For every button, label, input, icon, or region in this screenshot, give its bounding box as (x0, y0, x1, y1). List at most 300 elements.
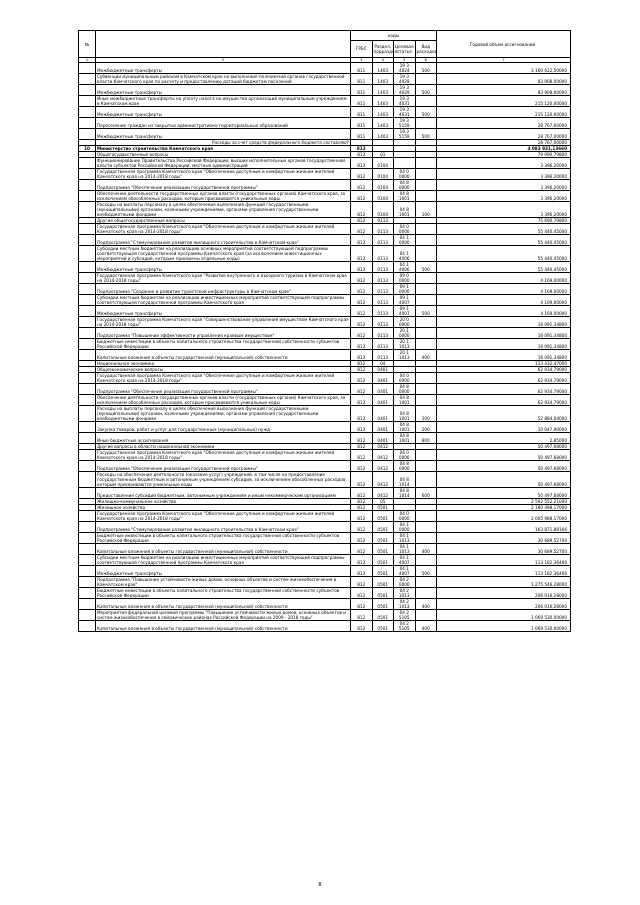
header-vr: Вид расходов (415, 40, 437, 57)
row-num (79, 306, 96, 317)
table-row (79, 533, 571, 544)
row-grbs: 811 (351, 96, 373, 107)
row-grbs: 812 (351, 169, 373, 180)
row-sum: 3 396,20000 (437, 191, 571, 202)
row-name: Государственная программа Камчатского края "Совершенствование управления имуществом Камчатского края на 2014-2018 годы" (97, 317, 349, 327)
row-cs: 04 1 1013 (394, 544, 416, 555)
row-sum: 2 180 498,17000 (437, 505, 571, 511)
row-razdel: 0104 (372, 180, 394, 191)
table-row (79, 588, 571, 599)
row-num (79, 472, 96, 488)
row-num (79, 533, 96, 544)
row-sum: 16 091,34800 (437, 328, 571, 339)
row-cs: 04 0 0000 (394, 169, 416, 180)
row-vr (415, 169, 437, 180)
row-num (79, 129, 96, 140)
table-row (79, 246, 571, 262)
row-grbs: 812 (351, 328, 373, 339)
table-row (79, 350, 571, 361)
table-row (79, 96, 571, 107)
row-grbs: 811 (351, 118, 373, 129)
row-num (79, 461, 96, 472)
row-grbs: 812 (351, 202, 373, 218)
row-vr: 800 (415, 433, 437, 444)
row-vr: 400 (415, 350, 437, 361)
row-grbs: 812 (351, 488, 373, 499)
row-num (79, 63, 96, 74)
row-name: Государственная программа Камчатского края "Обеспечение доступным и комфортным жильем жителей Камчатского края на 2014-2018 годы" (96, 169, 351, 180)
table-row (79, 224, 571, 235)
row-vr (415, 384, 437, 395)
row-vr (415, 191, 437, 202)
row-razdel: 0401 (372, 384, 394, 395)
idx-4: 4 (372, 58, 394, 63)
row-name: Бюджетные инвестиции в объекты капитального строительства государственной собственности субъектов Российской Федерации (96, 339, 351, 350)
row-sum: 83 908,00000 (437, 85, 571, 96)
row-vr: 100 (415, 406, 437, 422)
row-cs: 04 2 5105 (394, 610, 416, 621)
row-cs: 20 1 0000 (394, 328, 416, 339)
row-name: Расходы на выплаты персоналу в целях обеспечения выполнения функций государственными (муниципальными) органами, казенными учреждениями, органами управления государственными внебюджетными фондами (96, 202, 351, 218)
row-razdel: 0113 (372, 284, 394, 295)
row-name: Капитальные вложения в объекты государственной (муниципальной) собственности (96, 350, 351, 361)
row-razdel: 0501 (372, 621, 394, 632)
row-vr (415, 317, 437, 328)
row-cs: 19 3 5159 (394, 118, 416, 129)
row-vr (415, 295, 437, 306)
row-cs: 04 8 0000 (394, 384, 416, 395)
row-sum: 62 934,79000 (437, 395, 571, 406)
table-row (79, 433, 571, 444)
row-sum: 3 396,20000 (437, 180, 571, 191)
row-razdel: 0113 (372, 328, 394, 339)
row-num (79, 566, 96, 577)
row-sum: 4 169,00000 (437, 295, 571, 306)
table-row (79, 317, 571, 328)
row-vr: 400 (415, 544, 437, 555)
row-name: Подпрограмма "Создание и развитие туристской инфраструктуры в Камчатском крае" (96, 284, 351, 295)
row-grbs: 812 (351, 505, 373, 511)
row-name: Иные межбюджетные трансферты на уплату налога на имущество организаций муниципальным учреждениям в Камчатском крае (96, 96, 351, 107)
page-number: 8 (318, 882, 322, 888)
row-cs: 04 1 0000 (394, 522, 416, 533)
row-vr (415, 472, 437, 488)
row-razdel: 0501 (372, 505, 394, 511)
row-grbs: 812 (351, 158, 373, 169)
row-grbs: 812 (351, 350, 373, 361)
row-razdel: 04 (372, 361, 394, 367)
row-sum: 55 440,45000 (437, 224, 571, 235)
row-num (79, 246, 96, 262)
row-grbs: 812 (351, 566, 373, 577)
row-razdel: 0501 (372, 566, 394, 577)
row-sum: 2,85000 (437, 433, 571, 444)
table-row (79, 511, 571, 522)
header-grbs: ГРБС (351, 40, 373, 57)
row-grbs: 812 (351, 444, 373, 450)
row-num (79, 610, 96, 621)
row-name: Подпрограмма "Обеспечение реализации государственной программы" (96, 461, 351, 472)
row-num (79, 180, 96, 191)
row-grbs: 812 (351, 224, 373, 235)
table-row (79, 191, 571, 202)
row-cs: 04 1 4006 (394, 262, 416, 273)
row-sum: 4 169,00000 (437, 306, 571, 317)
row-vr: 600 (415, 488, 437, 499)
row-sum: 83 908,00000 (437, 74, 571, 85)
table-row (79, 384, 571, 395)
table-row (79, 599, 571, 610)
row-name: Государственная программа Камчатского края "Обеспечение доступным и комфортным жильем жителей Камчатского края на 2014-2018 годы" (96, 450, 351, 461)
row-name: Переселение граждан из закрытых административно-территориальных образований (96, 118, 351, 129)
row-name: Капитальные вложения в объекты государственной (муниципальной) собственности (96, 621, 351, 632)
row-razdel: 0501 (372, 577, 394, 588)
row-grbs: 811 (351, 129, 373, 140)
header-cs: Целевая статья (394, 40, 416, 57)
row-grbs: 812 (351, 406, 373, 422)
row-razdel: 0113 (372, 306, 394, 317)
row-name: Национальная экономика (96, 361, 351, 367)
row-sum: 1 275 546,28000 (437, 577, 571, 588)
row-name: Межбюджетные трансферты (96, 85, 351, 96)
row-sum: 52 884,04000 (437, 406, 571, 422)
row-name: Обеспечение деятельности государственных органов власти (государственных органов) Камчатского края, за исключением обособленных расходов, которым присваиваются уникальные коды (96, 395, 351, 406)
row-razdel: 0401 (372, 373, 394, 384)
row-razdel: 0412 (372, 461, 394, 472)
table-body (79, 63, 571, 632)
idx-5: 5 (394, 58, 416, 63)
row-grbs: 812 (351, 262, 373, 273)
row-num (79, 373, 96, 384)
row-name: Подпрограмма "Повышение устойчивости жилых домов, основных объектов и систем жизнеобеспечения в Камчатском крае" (96, 577, 351, 588)
row-num (79, 395, 96, 406)
header-row-1 (79, 31, 571, 41)
row-grbs: 811 (351, 63, 373, 74)
row-grbs: 812 (351, 499, 373, 505)
header-num: № (79, 31, 96, 58)
row-name: Межбюджетные трансферты (96, 262, 351, 273)
row-cs: 04 1 0000 (394, 235, 416, 246)
row-vr (415, 284, 437, 295)
row-razdel: 0113 (372, 339, 394, 350)
row-razdel: 0501 (372, 555, 394, 566)
row-num (79, 544, 96, 555)
idx-6: 6 (415, 58, 437, 63)
row-sum: 28 767,00000 (437, 140, 571, 146)
row-sum: 50 497,68000 (437, 450, 571, 461)
row-grbs: 811 (351, 74, 373, 85)
row-name: Функционирование Правительства Российской Федерации, высших исполнительных органов государственной власти субъектов Российской Федерации, местных администраций (96, 158, 351, 169)
row-name: Общегосударственные вопросы (96, 152, 351, 158)
row-vr: 500 (415, 85, 437, 96)
row-vr (415, 158, 437, 169)
row-razdel: 0501 (372, 511, 394, 522)
row-sum: 62 934,79000 (437, 373, 571, 384)
row-grbs: 812 (351, 306, 373, 317)
row-sum: 3 396,20000 (437, 169, 571, 180)
table-row (79, 107, 571, 118)
row-razdel: 0501 (372, 599, 394, 610)
row-grbs: 812 (351, 284, 373, 295)
table-row (79, 621, 571, 632)
row-razdel: 0113 (372, 273, 394, 284)
row-razdel: 05 (372, 499, 394, 505)
row-razdel: 1403 (372, 96, 394, 107)
row-cs: 20 1 1013 (394, 339, 416, 350)
row-razdel: 1403 (372, 107, 394, 118)
row-cs: 04 0 0000 (394, 511, 416, 522)
row-cs: 04 8 1014 (394, 472, 416, 488)
row-name: Подпрограмма "Стимулирование развития жилищного строительства в Камчатском крае" (96, 522, 351, 533)
row-name: Субвенции муниципальным районам в Камчатском крае на выполнение полномочий органов государственной власти Камчатского края по расчету и предоставлению дотаций бюджетам поселений (96, 74, 351, 85)
row-razdel: 0401 (372, 433, 394, 444)
row-sum: 163 871,89166 (437, 522, 571, 533)
table-row (79, 610, 571, 621)
row-vr (415, 511, 437, 522)
table-row (79, 488, 571, 499)
row-cs: 04 2 1013 (394, 588, 416, 599)
row-grbs: 812 (351, 191, 373, 202)
row-vr (415, 118, 437, 129)
row-vr: 500 (415, 63, 437, 74)
row-razdel: 1403 (372, 118, 394, 129)
row-grbs: 812 (351, 373, 373, 384)
row-cs: 04 8 0000 (394, 461, 416, 472)
table-row (79, 566, 571, 577)
row-name: Подпрограмма "Обеспечение реализации государственной программы" (96, 384, 351, 395)
row-razdel: 0113 (372, 262, 394, 273)
row-razdel: 1403 (372, 85, 394, 96)
row-vr (415, 577, 437, 588)
row-name: Подпрограмма "Стимулирование развития жилищного строительства в Камчатском крае" (96, 235, 351, 246)
row-num (79, 384, 96, 395)
row-cs: 19 3 4031 (394, 107, 416, 118)
row-sum: 215 120,00000 (437, 96, 571, 107)
row-name: Капитальные вложения в объекты государственной (муниципальной) собственности (96, 599, 351, 610)
row-vr (415, 610, 437, 621)
row-name: Расходы на обеспечение деятельности (оказание услуг) учреждений, в том числе на предоставление государственным бюджетным и автономным учреждениям субсидий, за исключением обособленных расходов, которым присваиваются уникальные коды (96, 472, 351, 488)
table-row (79, 284, 571, 295)
row-vr (415, 328, 437, 339)
row-cs: 04 1 4006 (394, 246, 416, 262)
row-cs: 04 8 1001 (394, 395, 416, 406)
row-sum: 30 689,52700 (437, 533, 571, 544)
row-razdel: 0501 (372, 588, 394, 599)
row-name: Расходы на выплаты персоналу в целях обеспечения выполнения функций государственными (муниципальными) органами, казенными учреждениями, органами управления государственными внебюджетными фондами (96, 406, 351, 422)
row-razdel: 0412 (372, 450, 394, 461)
budget-table-page (78, 30, 571, 632)
table-row (79, 180, 571, 191)
row-name: Межбюджетные трансферты (96, 306, 351, 317)
row-razdel: 0113 (372, 224, 394, 235)
row-cs: 04 1 4007 (394, 555, 416, 566)
row-vr: 100 (415, 202, 437, 218)
row-vr (415, 74, 437, 85)
header-codes: коды (351, 31, 437, 41)
row-grbs: 812 (351, 235, 373, 246)
row-num (79, 621, 96, 632)
row-name: Общеэкономические вопросы (96, 367, 351, 373)
row-vr: 500 (415, 306, 437, 317)
row-sum: 62 934,79000 (437, 384, 571, 395)
row-name: Мероприятия федеральной целевой программы "Повышение устойчивости жилых домов, основных объектов и систем жизнеобеспечения в сейсмических районах Российской Федерации на 2009 - 2018 годы" (96, 610, 351, 621)
row-sum: 28 767,00000 (437, 118, 571, 129)
row-num (79, 235, 96, 246)
row-razdel: 0412 (372, 488, 394, 499)
row-sum: 1 069 530,00000 (437, 621, 571, 632)
row-num (79, 350, 96, 361)
table-row (79, 328, 571, 339)
row-num (79, 158, 96, 169)
header-name (96, 31, 351, 58)
row-num (79, 422, 96, 433)
row-grbs: 812 (351, 461, 373, 472)
row-sum: 4 169,00000 (437, 273, 571, 284)
row-vr: 200 (415, 422, 437, 433)
table-row (79, 373, 571, 384)
row-cs: 04 8 1001 (394, 202, 416, 218)
row-vr (415, 273, 437, 284)
row-vr (415, 588, 437, 599)
row-grbs: 812 (351, 367, 373, 373)
row-razdel: 0412 (372, 444, 394, 450)
row-grbs: 812 (351, 472, 373, 488)
row-razdel: 0401 (372, 395, 394, 406)
row-vr: 500 (415, 107, 437, 118)
table-row (79, 306, 571, 317)
row-sum: 2 592 552,21000 (437, 499, 571, 505)
row-razdel: 0501 (372, 610, 394, 621)
row-cs: 04 8 0000 (394, 180, 416, 191)
row-name: Иные бюджетные ассигнования (96, 433, 351, 444)
table-row (79, 262, 571, 273)
row-grbs: 811 (351, 107, 373, 118)
row-name: Другие общегосударственные вопросы (96, 218, 351, 224)
row-sum: 3 160 622,50000 (437, 63, 571, 74)
row-num (79, 577, 96, 588)
row-cs: 09 1 4007 (394, 295, 416, 306)
row-name: Подпрограмма "Обеспечение реализации государственной программы" (96, 180, 351, 191)
table-row (79, 422, 571, 433)
header-sum: Годовой объем ассигнований (437, 31, 571, 58)
row-name: Межбюджетные трансферты (96, 107, 351, 118)
row-sum: 75 690,79800 (437, 218, 571, 224)
row-name: Бюджетные инвестиции в объекты капитального строительства государственной собственности субъектов Российской Федерации (96, 533, 351, 544)
row-grbs: 812 (351, 621, 373, 632)
row-grbs: 812 (351, 599, 373, 610)
table-row (79, 295, 571, 306)
row-vr (415, 450, 437, 461)
row-vr (415, 339, 437, 350)
row-vr (415, 533, 437, 544)
row-sum: 62 934,79000 (437, 367, 571, 373)
row-vr (415, 461, 437, 472)
row-cs: 04 0 0000 (394, 373, 416, 384)
idx-2: 2 (96, 58, 351, 63)
row-vr: 500 (415, 262, 437, 273)
row-cs: 20 0 0000 (394, 317, 416, 328)
row-cs: 09 0 0000 (394, 273, 416, 284)
table-row (79, 339, 571, 350)
row-grbs: 812 (351, 295, 373, 306)
row-sum: 3 396,20000 (437, 202, 571, 218)
row-vr (415, 224, 437, 235)
row-cs: 04 2 5105 (394, 621, 416, 632)
row-sum: 30 689,52700 (437, 544, 571, 555)
table-row (79, 74, 571, 85)
row-sum: 50 497,68000 (437, 472, 571, 488)
row-name: Межбюджетные трансферты (96, 129, 351, 140)
table-row (79, 472, 571, 488)
row-num (79, 488, 96, 499)
row-cs: 04 2 1013 (394, 599, 416, 610)
row-cs: 04 8 1001 (394, 422, 416, 433)
row-vr: 500 (415, 566, 437, 577)
row-num (79, 406, 96, 422)
row-cs: 04 1 1013 (394, 533, 416, 544)
row-num (79, 85, 96, 96)
table-row (79, 461, 571, 472)
row-num (79, 317, 96, 328)
table-row (79, 129, 571, 140)
row-cs: 09 1 4007 (394, 306, 416, 317)
row-sum: 3 396,20000 (437, 158, 571, 169)
row-grbs: 812 (351, 395, 373, 406)
row-vr: 500 (415, 129, 437, 140)
row-razdel: 0104 (372, 158, 394, 169)
row-vr (415, 522, 437, 533)
row-num (79, 555, 96, 566)
table-row (79, 118, 571, 129)
row-name: Капитальные вложения в объекты государственной (муниципальной) собственности (96, 544, 351, 555)
row-sum: 1 069 530,00000 (437, 610, 571, 621)
row-num (79, 96, 96, 107)
row-cs: 04 0 0000 (394, 450, 416, 461)
row-razdel: 01 (372, 152, 394, 158)
row-grbs: 812 (351, 146, 373, 152)
row-name: Межбюджетные трансферты (96, 63, 351, 74)
row-cs: 04 8 1014 (394, 488, 416, 499)
row-cs: 09 1 0000 (394, 284, 416, 295)
row-cs: 20 1 1013 (394, 350, 416, 361)
row-num (79, 433, 96, 444)
row-sum: 206 016,28000 (437, 599, 571, 610)
row-cs: 19 3 4024 (394, 63, 416, 74)
row-num (79, 522, 96, 533)
row-vr (415, 180, 437, 191)
row-sum: 16 091,34800 (437, 317, 571, 328)
row-razdel: 0104 (372, 191, 394, 202)
row-grbs: 812 (351, 511, 373, 522)
row-num: 10 (79, 146, 96, 152)
row-num (79, 273, 96, 284)
row-razdel: 0501 (372, 533, 394, 544)
table-row (79, 158, 571, 169)
row-razdel: 0113 (372, 218, 394, 224)
row-name: Государственная программа Камчатского края "Обеспечение доступным и комфортным жильем жителей Камчатского края на 2014-2018 годы" (96, 373, 351, 384)
row-name: Расходы за счет средств федерального бюджета составляют (96, 140, 351, 146)
row-vr (415, 555, 437, 566)
row-razdel: 0501 (372, 522, 394, 533)
row-grbs: 812 (351, 433, 373, 444)
row-sum: 16 091,34800 (437, 339, 571, 350)
row-vr: 400 (415, 599, 437, 610)
row-grbs: 812 (351, 339, 373, 350)
row-grbs: 812 (351, 610, 373, 621)
row-sum: 50 497,68000 (437, 461, 571, 472)
row-sum: 16 091,34800 (437, 350, 571, 361)
row-razdel: 0401 (372, 422, 394, 433)
